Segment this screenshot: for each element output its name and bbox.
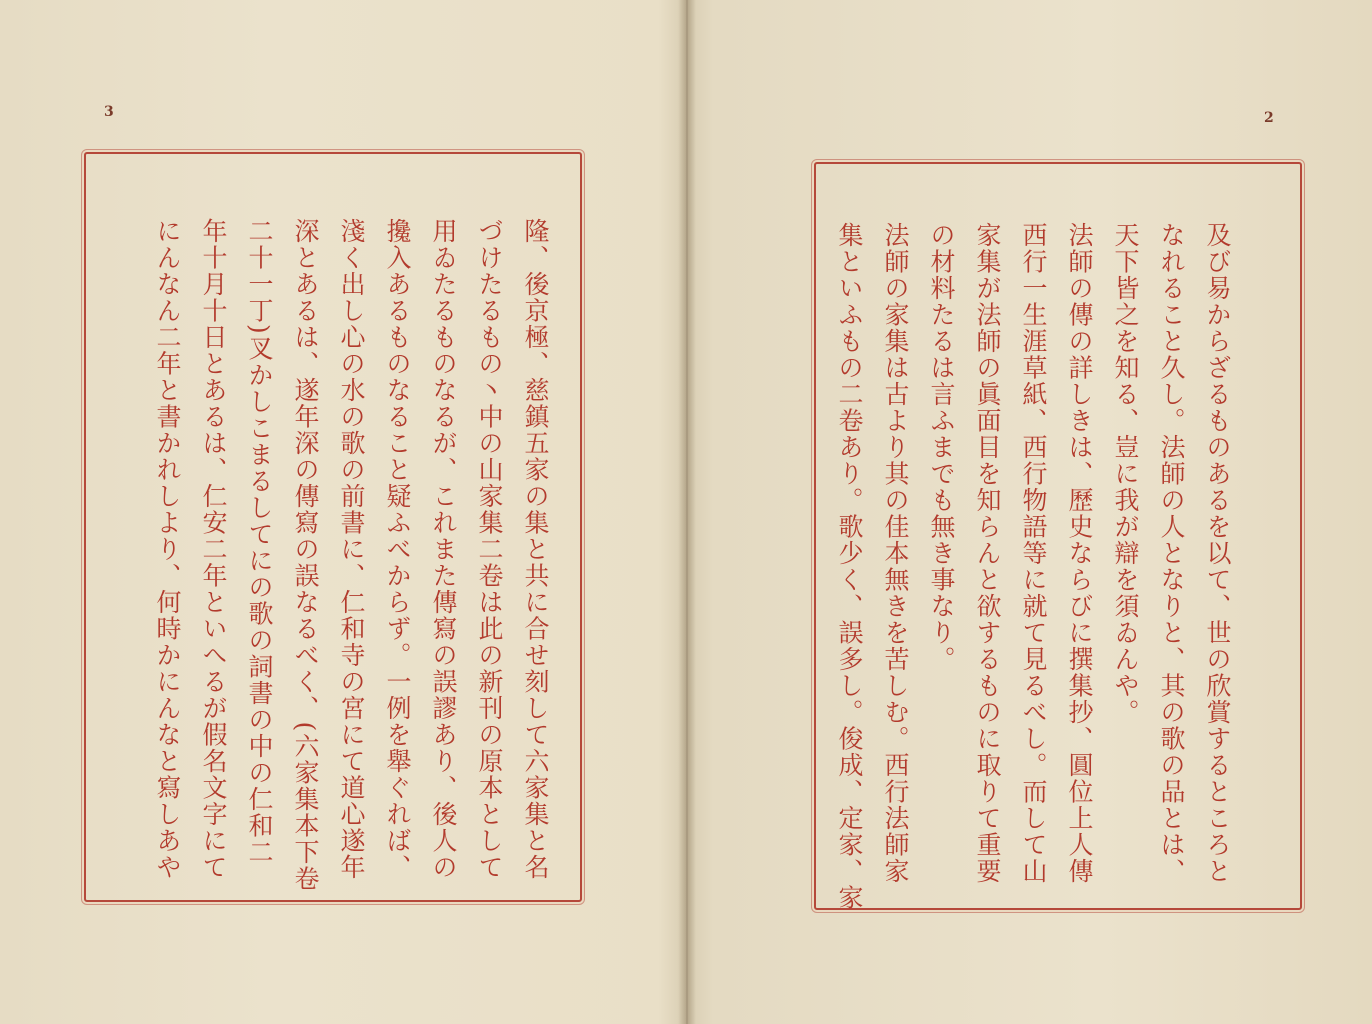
body-text [826,222,1240,911]
text-line: 天下皆之を知る、豈に我が辯を須ゐんや。 [1111,222,1140,726]
page-number: 2 [1264,110,1274,126]
text-line: 淺く出し心の水の歌の前書に、仁和寺の宮にて道心遂年 [337,218,366,881]
right-page [686,0,1372,1024]
text-line: 深とあるは、遂年深の傳寫の誤なるべく、(六家集本下卷 [291,218,320,892]
text-line: なれること久し。法師の人となりと、其の歌の品とは、 [1157,222,1186,885]
text-line: 西行一生涯草紙、西行物語等に就て見るべし。而して山 [1019,222,1048,885]
body-text [144,218,558,892]
text-line: 用ゐたるものなるが、これまた傳寫の誤謬あり、後人の [429,218,458,881]
text-line: 及び易からざるものあるを以て、世の欣賞するところと [1203,222,1232,885]
text-line: 隆、後京極、慈鎮五家の集と共に合せ刻して六家集と名 [521,218,550,881]
text-line: 家集が法師の眞面目を知らんと欲するものに取りて重要 [973,222,1002,885]
text-line: 年十月十日とあるは、仁安二年といへるが假名文字にて [199,218,228,881]
text-line: づけたるもの丶中の山家集二卷は此の新刊の原本として [475,218,504,881]
page-number: 3 [104,104,114,120]
text-line: 攙入あるものなること疑ふべからず。一例を舉ぐれば、 [383,218,412,881]
text-line: 法師の家集は古より其の佳本無きを苦しむ。西行法師家 [881,222,910,885]
text-line: 二十一丁)叉かしこまるしてにの歌の詞書の中の仁和二 [245,218,274,866]
text-line: 法師の傳の詳しきは、歷史ならびに撰集抄、圓位上人傳 [1065,222,1094,885]
text-line: にんなん二年と書かれしより、何時かにんなと寫しあや [153,218,182,881]
text-line: 集といふもの二卷あり。歌少く、誤多し。俊成、定家、家 [835,222,864,911]
text-line: の材料たるは言ふまでも無き事なり。 [927,222,956,673]
